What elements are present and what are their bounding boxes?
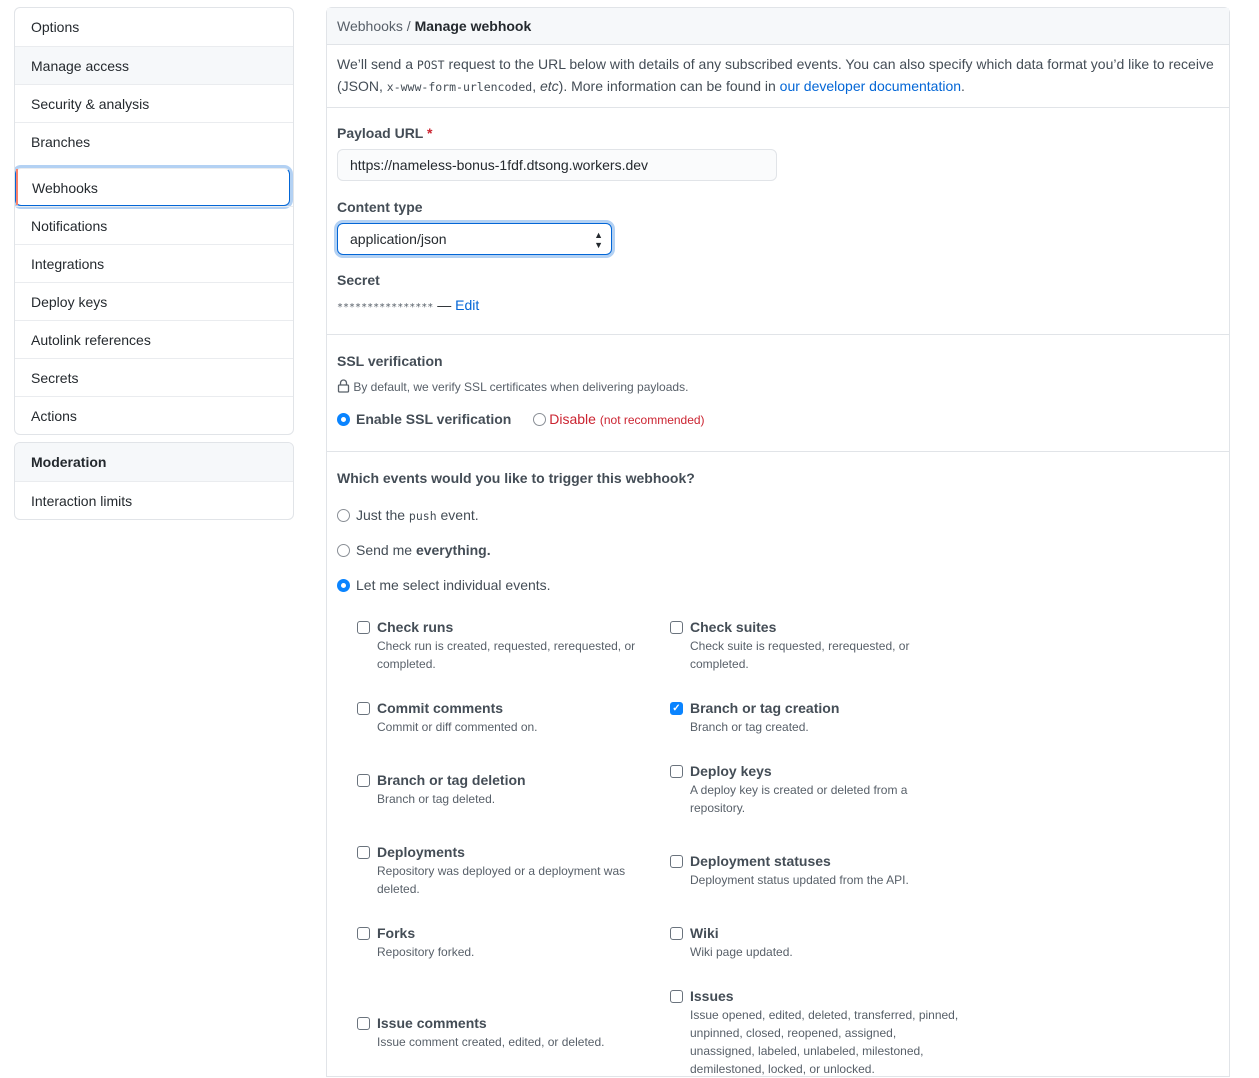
event-description: Branch or tag deleted. bbox=[377, 792, 496, 806]
radio-everything[interactable]: Send me everything. bbox=[337, 542, 1219, 558]
sidebar-item-actions[interactable]: Actions bbox=[15, 396, 293, 434]
enable-ssl-radio[interactable]: Enable SSL verification bbox=[337, 411, 511, 427]
events-question: Which events would you like to trigger this webhook? bbox=[337, 470, 695, 486]
sidebar-item-options[interactable]: Options bbox=[31, 19, 80, 35]
developer-docs-link[interactable]: our developer documentation bbox=[779, 78, 962, 94]
event-description: Wiki page updated. bbox=[690, 945, 793, 959]
breadcrumb bbox=[327, 8, 1229, 45]
sidebar-item-interaction-limits[interactable]: Interaction limits bbox=[15, 481, 293, 519]
event-title: Deployment statuses bbox=[690, 853, 831, 869]
edit-secret-link[interactable]: Edit bbox=[455, 297, 480, 313]
sidebar-item-secrets[interactable]: Secrets bbox=[15, 358, 293, 396]
event-description: Branch or tag created. bbox=[690, 720, 809, 734]
config-section bbox=[327, 108, 1229, 335]
secret-label: Secret bbox=[337, 272, 380, 288]
content-type-select[interactable]: application/json ▲ ▼ bbox=[337, 223, 612, 255]
checkbox[interactable] bbox=[670, 855, 683, 868]
settings-sidebar bbox=[14, 7, 294, 435]
event-option[interactable] bbox=[670, 851, 960, 889]
event-option[interactable] bbox=[357, 770, 670, 808]
event-description: Check run is created, requested, rerequested, or completed. bbox=[377, 639, 636, 671]
sidebar-item-integrations[interactable]: Integrations bbox=[15, 244, 293, 282]
page-title: Manage webhook bbox=[414, 18, 532, 34]
checkbox[interactable]: ✓ bbox=[670, 702, 683, 715]
event-title: Forks bbox=[377, 925, 416, 941]
ssl-title: SSL verification bbox=[337, 353, 443, 369]
disable-ssl-radio[interactable]: Disable (not recommended) bbox=[533, 411, 704, 427]
event-title: Check suites bbox=[690, 619, 777, 635]
event-option[interactable] bbox=[670, 698, 960, 736]
event-title: Issue comments bbox=[377, 1015, 487, 1031]
select-arrows-icon: ▲ ▼ bbox=[594, 230, 603, 250]
sidebar-item-security-analysis[interactable]: Security & analysis bbox=[15, 84, 293, 122]
ssl-section bbox=[327, 335, 1229, 452]
event-title: Branch or tag creation bbox=[690, 700, 840, 716]
sidebar-item-branches[interactable]: Branches bbox=[15, 122, 293, 160]
content-type-label: Content type bbox=[337, 199, 423, 215]
checkbox[interactable] bbox=[357, 1017, 370, 1030]
event-option[interactable] bbox=[670, 761, 960, 817]
checkbox[interactable] bbox=[670, 765, 683, 778]
checkbox[interactable] bbox=[357, 702, 370, 715]
radio-individual[interactable]: Let me select individual events. bbox=[337, 577, 1219, 593]
event-option[interactable] bbox=[357, 923, 670, 961]
event-description: Issue opened, edited, deleted, transferred, pinned, unpinned, closed, reopened, assigned, unassigned, labeled, unlabeled, milestoned, demilestoned, locked, or unlocked. bbox=[690, 1008, 959, 1076]
breadcrumb-separator: / bbox=[402, 18, 415, 34]
checkbox[interactable] bbox=[357, 846, 370, 859]
checkbox[interactable] bbox=[670, 621, 683, 634]
ssl-options bbox=[337, 411, 1219, 427]
moderation-heading: Moderation bbox=[15, 443, 293, 481]
intro-text: We’ll send a POST request to the URL below with details of any subscribed events. You can also specify which data format you’d like to receive (JSON, x-www-form-urlencoded, etc). More information can be found in our developer documentation. bbox=[327, 45, 1229, 108]
event-description: Check suite is requested, rerequested, or completed. bbox=[690, 639, 910, 671]
secret-mask: **************** bbox=[337, 302, 434, 313]
sidebar-item-deploy-keys[interactable]: Deploy keys bbox=[15, 282, 293, 320]
event-checkbox-grid bbox=[357, 617, 1219, 1078]
event-title: Wiki bbox=[690, 925, 719, 941]
breadcrumb-webhooks-link[interactable]: Webhooks bbox=[337, 18, 403, 34]
checkbox[interactable] bbox=[670, 990, 683, 1003]
event-description: Repository was deployed or a deployment was deleted. bbox=[377, 864, 626, 896]
radio-push-only[interactable]: Just the push event. bbox=[337, 507, 1219, 523]
event-option[interactable] bbox=[670, 617, 960, 673]
checkbox[interactable] bbox=[357, 927, 370, 940]
event-title: Check runs bbox=[377, 619, 454, 635]
event-title: Issues bbox=[690, 988, 734, 1004]
moderation-sidebar bbox=[14, 442, 294, 520]
payload-url-label: Payload URL * bbox=[337, 125, 433, 141]
event-description: Commit or diff commented on. bbox=[377, 720, 538, 734]
sidebar-item-webhooks[interactable]: Webhooks bbox=[15, 168, 290, 206]
event-title: Commit comments bbox=[377, 700, 504, 716]
payload-url-input[interactable]: https://nameless-bonus-1fdf.dtsong.workers.dev bbox=[337, 149, 777, 181]
checkbox[interactable] bbox=[670, 927, 683, 940]
event-option[interactable] bbox=[670, 923, 960, 961]
event-title: Deploy keys bbox=[690, 763, 772, 779]
event-option[interactable] bbox=[670, 986, 960, 1078]
event-description: Issue comment created, edited, or deleted. bbox=[377, 1035, 605, 1049]
sidebar-item-autolink-references[interactable]: Autolink references bbox=[15, 320, 293, 358]
event-option[interactable] bbox=[357, 842, 670, 898]
secret-row: **************** — Edit bbox=[337, 297, 480, 313]
event-description: A deploy key is created or deleted from a repository. bbox=[690, 783, 908, 815]
event-option[interactable] bbox=[357, 617, 670, 673]
event-title: Branch or tag deletion bbox=[377, 772, 526, 788]
lock-icon bbox=[337, 379, 350, 393]
event-option[interactable] bbox=[357, 698, 670, 736]
event-description: Repository forked. bbox=[377, 945, 475, 959]
events-section bbox=[327, 452, 1229, 1078]
event-option[interactable] bbox=[357, 1013, 670, 1051]
event-title: Deployments bbox=[377, 844, 465, 860]
event-description: Deployment status updated from the API. bbox=[690, 873, 909, 887]
sidebar-item-notifications[interactable]: Notifications bbox=[15, 206, 293, 244]
sidebar-item-manage-access[interactable]: Manage access bbox=[15, 46, 293, 84]
ssl-note: By default, we verify SSL certificates when delivering payloads. bbox=[337, 379, 1219, 394]
checkbox[interactable] bbox=[357, 621, 370, 634]
checkbox[interactable] bbox=[357, 774, 370, 787]
webhook-panel bbox=[326, 7, 1230, 1077]
